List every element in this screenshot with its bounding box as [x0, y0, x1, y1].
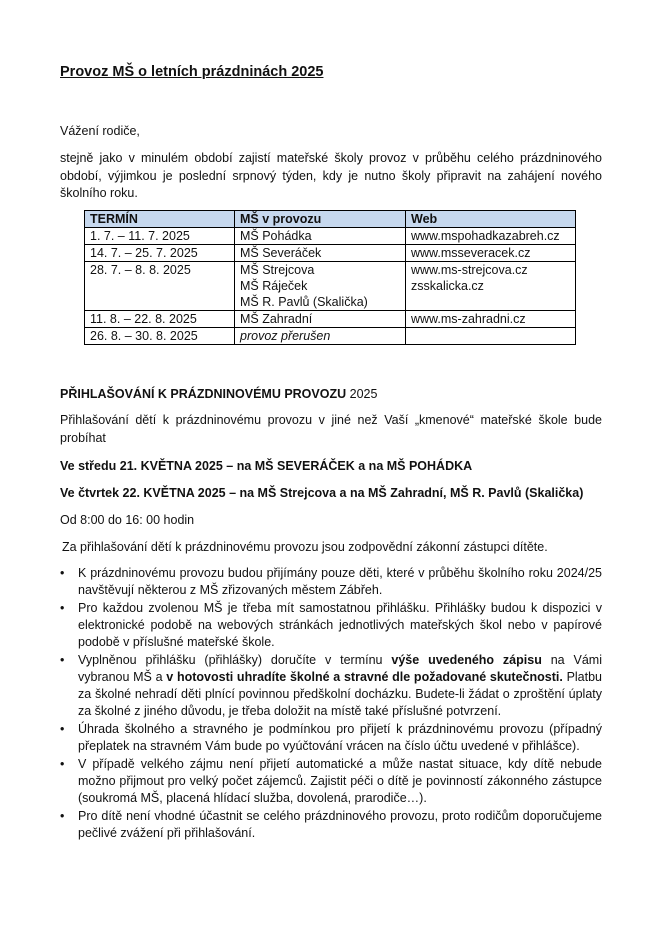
table-row [85, 245, 576, 262]
rule-text: Úhrada školného a stravného je podmínkou pro přijetí k prázdninovému provozu (případný přeplatek na stravném Vám bude po vyúčtování vrácen na číslo účtu uvedené v přihlášce). [78, 722, 602, 753]
term-cell: 11. 8. – 22. 8. 2025 [85, 311, 235, 328]
school-cell-closed: provoz přerušen [235, 328, 406, 345]
list-item [60, 652, 602, 720]
list-item [60, 565, 602, 599]
registration-text: Přihlašování dětí k prázdninovému provozu v jiné než Vaší „kmenové“ mateřské škole bude probíhat [60, 413, 602, 445]
school-cell: MŠ Zahradní [235, 311, 406, 328]
bullet-icon: • [60, 722, 65, 736]
table-row [85, 311, 576, 328]
table-row [85, 262, 576, 311]
rules-list [60, 565, 602, 843]
header-term: TERMÍN [85, 211, 235, 228]
list-item [60, 721, 602, 755]
table-header-row [85, 211, 576, 228]
school-cell [235, 262, 406, 311]
school-name: MŠ R. Pavlů (Skalička) [240, 295, 368, 309]
list-item [60, 600, 602, 651]
bullet-icon: • [60, 653, 65, 667]
web-cell [406, 262, 576, 311]
school-cell: MŠ Pohádka [235, 228, 406, 245]
term-cell: 1. 7. – 11. 7. 2025 [85, 228, 235, 245]
bullet-icon: • [60, 601, 65, 615]
web-cell: www.mspohadkazabreh.cz [406, 228, 576, 245]
term-cell: 28. 7. – 8. 8. 2025 [85, 262, 235, 311]
web-link: zsskalicka.cz [411, 279, 484, 293]
registration-heading [60, 386, 602, 404]
rule-text: Platbu za školné nehradí děti plnící povinnou předškolní docházku. Budete-li žádat o zproštění úplaty za školné z jiného důvodu, je třeba doložit na místě také příslušné potvrzení. [78, 670, 603, 718]
registration-date-2: Ve čtvrtek 22. KVĚTNA 2025 – na MŠ Strejcova a na MŠ Zahradní, MŠ R. Pavlů (Skalička) [60, 486, 584, 500]
table-row [85, 328, 576, 345]
rule-text: K prázdninovému provozu budou přijímány pouze děti, které v průběhu školního roku 2024/25 navštěvují některou z MŠ zřizovaných městem Zábřeh. [78, 566, 602, 597]
responsibility-note: Za přihlašování dětí k prázdninovému provozu jsou zodpovědní zákonní zástupci dítěte. [62, 540, 548, 554]
registration-date-1: Ve středu 21. KVĚTNA 2025 – na MŠ SEVERÁČEK a na MŠ POHÁDKA [60, 459, 473, 473]
school-name: MŠ Ráječek [240, 279, 308, 293]
schedule-table [84, 210, 576, 345]
header-school: MŠ v provozu [235, 211, 406, 228]
web-cell-empty [406, 328, 576, 345]
rule-text: Pro každou zvolenou MŠ je třeba mít samostatnou přihlášku. Přihlášky budou k dispozici v elektronické podobě na webových stránkách jednotlivých mateřských škol nebo v papírové podobě v příslušné mateřské škole. [78, 601, 602, 649]
bullet-icon: • [60, 566, 65, 580]
rule-text: Pro dítě není vhodné účastnit se celého prázdninového provozu, proto rodičům doporučujeme pečlivé zvážení při přihlašování. [78, 809, 602, 840]
bullet-icon: • [60, 757, 65, 771]
registration-heading-year: 2025 [346, 387, 378, 401]
greeting: Vážení rodiče, [60, 124, 140, 138]
list-item [60, 756, 602, 807]
term-cell: 14. 7. – 25. 7. 2025 [85, 245, 235, 262]
intro-paragraph: stejně jako v minulém období zajistí mateřské školy provoz v průběhu celého prázdninového období, výjimkou je poslední srpnový týden, kdy je nutno školy připravit na zahájení nového školního roku. [60, 151, 602, 200]
school-name: MŠ Strejcova [240, 263, 315, 277]
rule-text: V případě velkého zájmu není přijetí automatické a může nastat situace, kdy dítě nebude možno přijmout pro velký počet zájemců. Zajistit péči o dítě je povinností zákonného zástupce (soukromá MŠ, placená hlídací služba, dovolená, prarodiče…). [78, 757, 602, 805]
registration-hours: Od 8:00 do 16: 00 hodin [60, 513, 195, 527]
web-cell: www.msseveracek.cz [406, 245, 576, 262]
school-cell: MŠ Severáček [235, 245, 406, 262]
rule-emphasis: v hotovosti uhradíte školné a stravné dle požadované skutečnosti. [166, 670, 563, 684]
term-cell: 26. 8. – 30. 8. 2025 [85, 328, 235, 345]
rule-text: Vyplněnou přihlášku (přihlášky) doručíte v termínu [78, 653, 392, 667]
web-link: www.ms-strejcova.cz [411, 263, 528, 277]
web-cell: www.ms-zahradni.cz [406, 311, 576, 328]
bullet-icon: • [60, 809, 65, 823]
rule-text: na Vámi vybranou MŠ a [78, 653, 602, 684]
page-title: Provoz MŠ o letních prázdninách 2025 [60, 64, 324, 80]
table-row [85, 228, 576, 245]
registration-heading-text: PŘIHLAŠOVÁNÍ K PRÁZDNINOVÉMU PROVOZU [60, 387, 347, 401]
list-item [60, 808, 602, 842]
rule-emphasis: výše uvedeného zápisu [391, 653, 542, 667]
header-web: Web [406, 211, 576, 228]
